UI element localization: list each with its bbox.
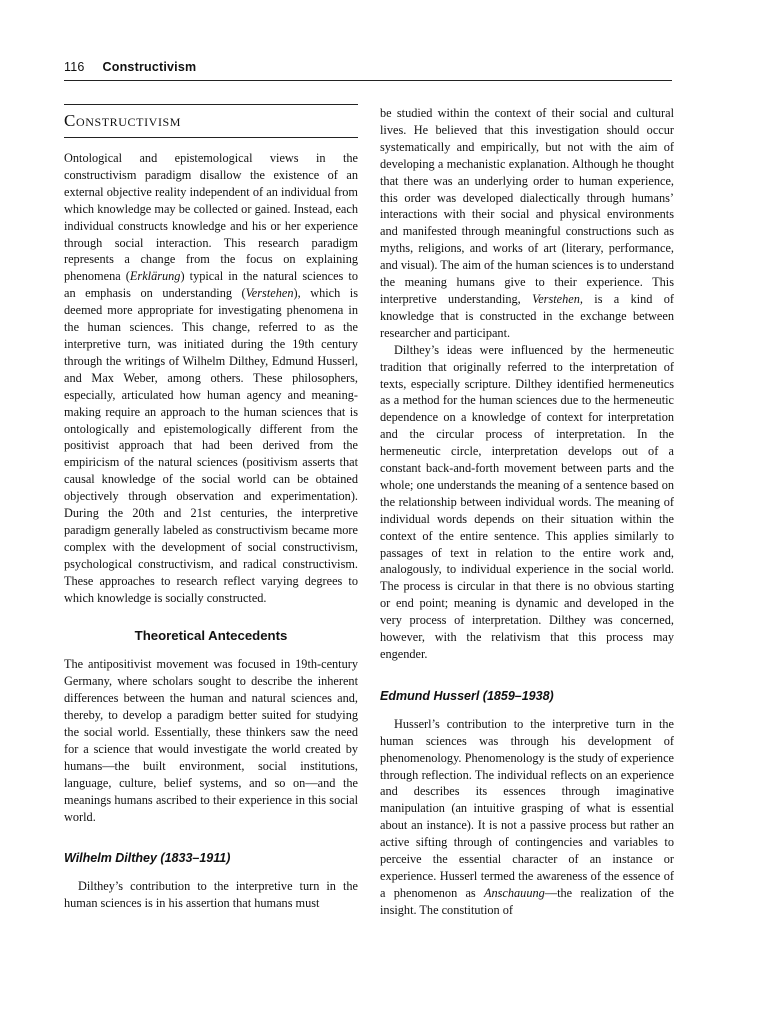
term-anschauung: Anschauung <box>483 885 545 900</box>
right-column <box>380 105 674 919</box>
husserl-paragraph: Husserl’s contribution to the interpretive turn in the human sciences was through his development of phenomenology. Phenomenology is the study of experience through reflection. The individual reflects on an experience and describes its essences through imaginative manipulation (an intuitive grasping of what is essential about an instance). It is not a passive process but rather an active sifting through of contingencies and variables to perceive the essential character of an instance or experience. Husserl termed the awareness of the essence of a phenomenon as Anschauung—the realization of the insight. The constitution of <box>380 716 674 917</box>
page-number: 116 <box>64 60 85 74</box>
entry-title-block <box>64 104 358 138</box>
entry-title: Constructivism <box>64 111 182 130</box>
running-head <box>64 60 672 74</box>
section-heading-antecedents: Theoretical Antecedents <box>134 628 288 644</box>
intro-paragraph: Ontological and epistemological views in the constructivism paradigm disallow the existence of an external objective reality independent of an individual from which knowledge may be collected or gained. Instead, each individual constructs knowledge and his or her experience through social interaction. This research paradigm represents a change from the focus on explaining phenomena (Erklärung) typical in the natural sciences to an emphasis on understanding (Verstehen), which is deemed more appropriate for investigating phenomena in the human sciences. This change, referred to as the interpretive turn, was initiated during the 19th century through the writings of Wilhelm Dilthey, Edmund Husserl, and Max Weber, among others. These philosophers, especially, articulated how human agency and meaning-making require an approach to the human sciences that is ontologically and epistemologically different from the positivist approach that had been derived from the empiricism of the natural sciences (positivism asserts that causal knowledge of the social world can be obtained objectively through observation and experimentation). During the 20th and 21st centuries, the interpretive paradigm generally labeled as constructivism became more complex with the development of social constructivism, psychological constructivism, and radical constructivism. These approaches to research reflect varying degrees to which knowledge is socially constructed. <box>64 151 359 605</box>
antecedents-paragraph: The antipositivist movement was focused in 19th-century Germany, where scholars sought to describe the inherent differences between the human and natural sciences and, thereby, to develop a paradigm better suited for studying the social world. Essentially, these thinkers saw the need for a science that would investigate the world created by humans—the built environment, social institutions, language, culture, belief systems, and so on—and the meanings humans ascribed to their experience in this social world. <box>64 657 358 824</box>
left-column <box>64 104 358 912</box>
dilthey-paragraph-start: Dilthey’s contribution to the interpretive turn in the human sciences is in his assertion that humans must <box>64 879 358 911</box>
running-title: Constructivism <box>102 60 197 74</box>
dilthey-paragraph-hermeneutics: Dilthey’s ideas were influenced by the hermeneutic tradition that originally referred to the interpretation of texts, especially scripture. Dilthey identified hermeneutics as a method for the human sciences due to the hermeneutic dependence on a knowledge of context for interpretation and the circular process of interpretation. In the hermeneutic circle, interpretation develops out of a constant back-and-forth movement between parts and the whole; one understands the meaning of a sentence based on the relationship between individual words. The meaning of individual words depends on their situation within the context of the entire sentence. This applies similarly to passages of text in relation to the entire work and, analogously, to individual experience in the social world. The process is circular in that there is no obvious starting or end point; meaning is dynamic and developed in the very process of interpretation. Dilthey was concerned, however, with the relativism that this process may engender. <box>380 342 674 661</box>
term-erklarung: Erklärung <box>129 269 181 284</box>
subsection-heading-husserl: Edmund Husserl (1859–1938) <box>380 688 554 703</box>
subsection-heading-dilthey: Wilhelm Dilthey (1833–1911) <box>64 851 231 866</box>
header-rule <box>64 80 672 81</box>
term-verstehen-2: Verstehen, <box>532 291 583 306</box>
dilthey-paragraph-continued: be studied within the context of their social and cultural lives. He believed that this investigation should occur systematically and empirically, but not with the aim of developing a mechanistic explanation. Although he thought that there was an underlying order to human experience, this order was developed dialectically through humans’ interactions with their social and physical environments and manifested through meaningful constructions such as myths, religions, and works of art (literary, performance, and visual). The aim of the human sciences is to understand the meaning humans give to their experience. This interpretive understanding, Verstehen, is a kind of knowledge that is constructed in the exchange between researcher and participant. <box>380 106 674 340</box>
term-verstehen: Verstehen <box>245 286 294 301</box>
